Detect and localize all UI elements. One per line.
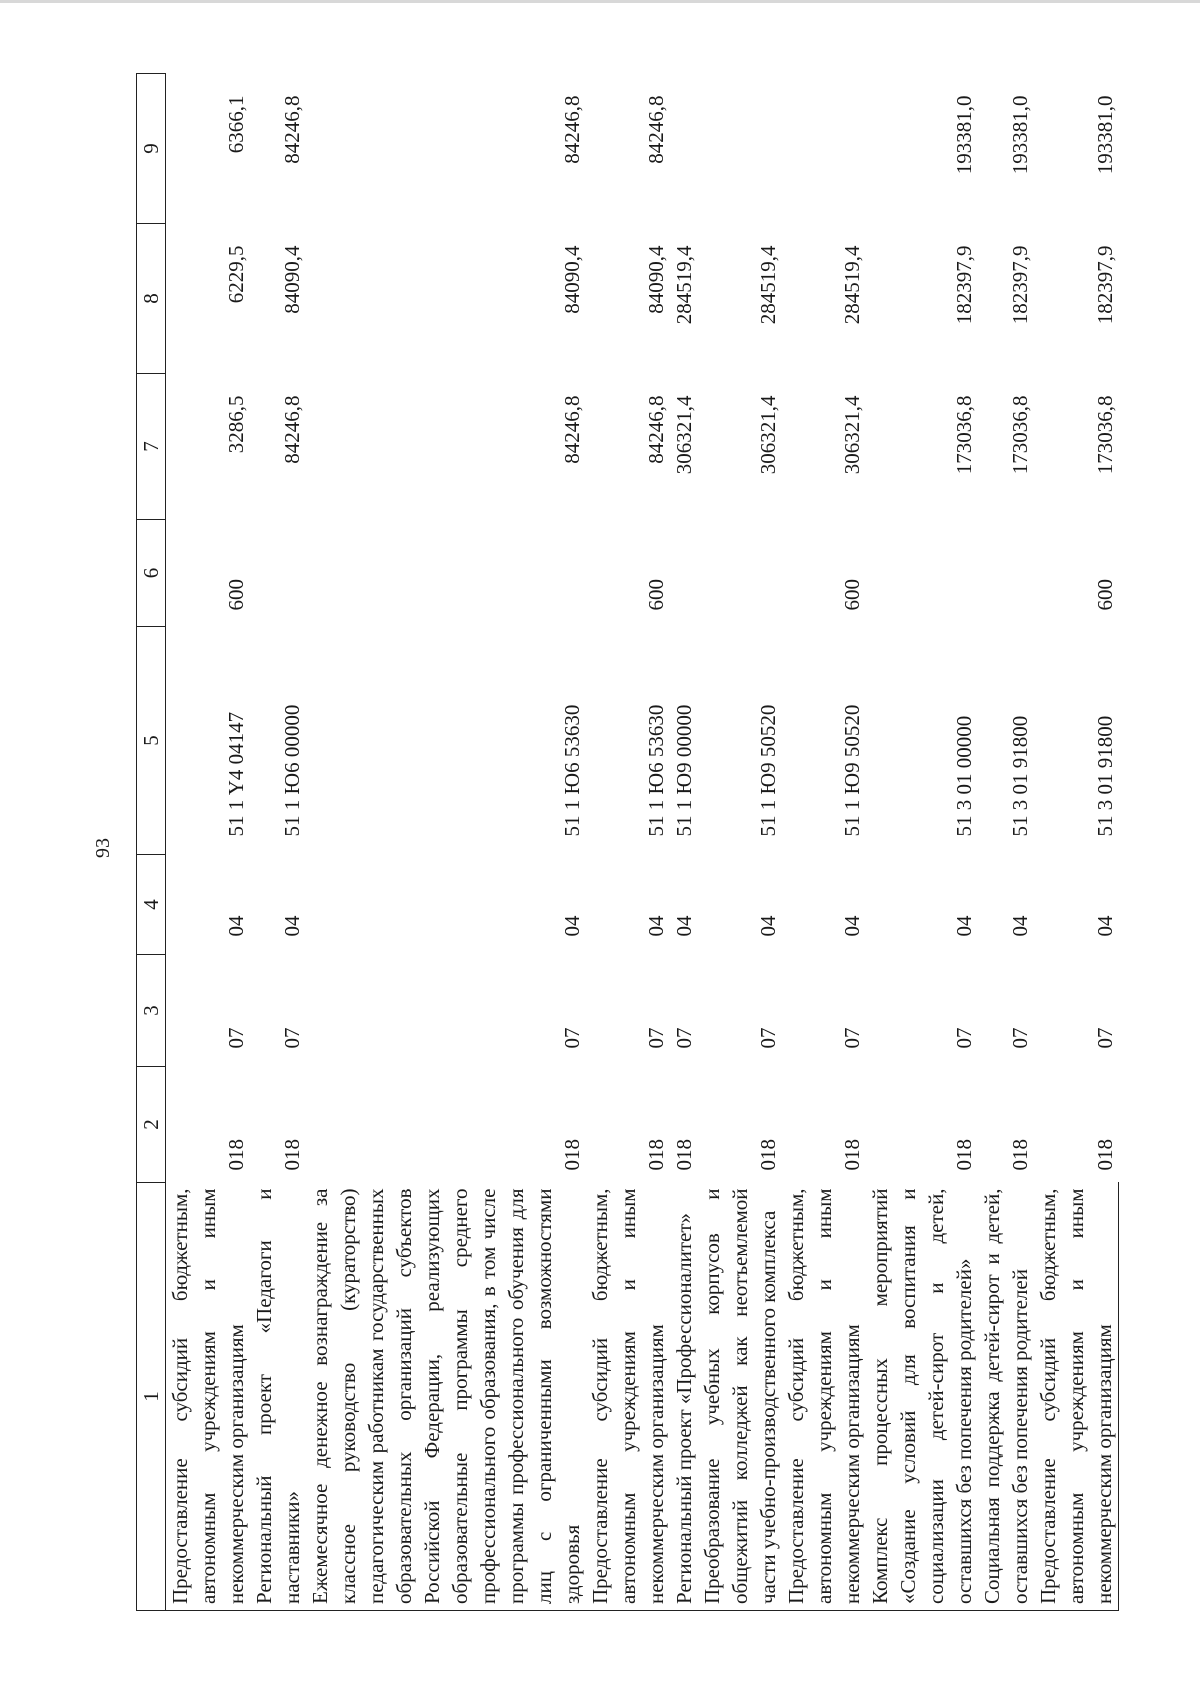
row-cell-col-6 [250, 520, 306, 627]
row-name-cell: Комплекс процессных мероприятий «Создание условий для воспитания и социализации детей-сирот и детей, оставшихся без попечения родителей» [866, 1183, 978, 1611]
row-cell-col-8: 284519,4 [840, 245, 864, 325]
row-cell-col-4: 04 [560, 915, 584, 937]
row-cell-col-9 [782, 74, 866, 224]
row-cell-col-3: 07 [952, 1027, 976, 1049]
table-row [166, 74, 251, 1611]
row-cell-col-3: 07 [840, 1027, 864, 1049]
row-cell-col-9: 6366,1 [224, 95, 248, 154]
scan-edge [0, 0, 1200, 3]
row-cell-col-6 [670, 520, 698, 627]
row-cell-col-8: 84090,4 [280, 245, 304, 314]
row-cell-col-7: 84246,8 [644, 395, 668, 464]
row-cell-col-6: 600 [1092, 579, 1117, 611]
row-cell-col-4: 04 [756, 915, 780, 937]
column-header: 7 [137, 374, 166, 520]
row-cell-col-5: 51 3 01 91800 [1092, 715, 1117, 837]
row-cell-col-4: 04 [644, 915, 668, 937]
row-cell-col-7: 173036,8 [952, 395, 976, 475]
row-cell-col-9: 84246,8 [644, 95, 668, 164]
row-cell-col-7: 84246,8 [280, 395, 304, 464]
row-cell-col-8: 182397,9 [952, 245, 976, 325]
row-cell-col-3: 07 [560, 1027, 584, 1049]
row-cell-col-3: 07 [644, 1027, 668, 1049]
row-cell-col-2: 018 [1008, 1139, 1032, 1171]
row-cell-col-6: 600 [840, 579, 864, 611]
row-cell-col-6: 600 [644, 579, 668, 611]
row-cell-col-6: 600 [224, 579, 248, 611]
budget-table [136, 73, 1119, 1611]
row-cell-col-5: 51 1 Ю6 53630 [644, 704, 668, 837]
row-cell-col-8: 284519,4 [672, 245, 696, 325]
row-cell-col-9: 193381,0 [952, 95, 976, 175]
row-cell-col-2: 018 [644, 1139, 668, 1171]
row-cell-col-9: 193381,0 [1092, 95, 1117, 175]
row-cell-col-6 [978, 520, 1034, 627]
row-name-cell: Региональный проект «Педагоги и наставники» [250, 1183, 306, 1611]
row-cell-col-5: 51 1 Ю6 00000 [280, 704, 304, 837]
row-cell-col-4: 04 [224, 915, 248, 937]
row-cell-col-8: 182397,9 [1008, 245, 1032, 325]
row-cell-col-8: 84090,4 [560, 245, 584, 314]
row-cell-col-2: 018 [756, 1139, 780, 1171]
row-cell-col-2: 018 [1092, 1139, 1117, 1171]
table-row [782, 74, 866, 1611]
row-cell-col-2: 018 [280, 1139, 304, 1171]
row-cell-col-5: 51 1 Y4 04147 [224, 711, 248, 837]
row-cell-col-9: 84246,8 [560, 95, 584, 164]
row-cell-col-2: 018 [840, 1139, 864, 1171]
row-name-cell: Предоставление субсидий бюджетным, автономным учреждениям и иным некоммерческим организациям [586, 1183, 670, 1611]
column-header: 5 [137, 627, 166, 855]
row-cell-col-6 [698, 520, 782, 627]
table-row [698, 74, 782, 1611]
table-row [306, 74, 586, 1611]
row-cell-col-5: 51 3 01 91800 [1008, 715, 1032, 837]
table-row [1034, 74, 1119, 1611]
row-cell-col-5: 51 1 Ю9 50520 [840, 704, 864, 837]
column-header: 6 [137, 520, 166, 627]
row-cell-col-7: 173036,8 [1092, 395, 1117, 475]
row-cell-col-5: 51 1 Ю9 00000 [672, 704, 696, 837]
row-name-cell: Предоставление субсидий бюджетным, автономным учреждениям и иным некоммерческим организациям [166, 1183, 251, 1611]
row-cell-col-6 [306, 520, 586, 627]
row-cell-col-8: 284519,4 [756, 245, 780, 325]
table-row [866, 74, 978, 1611]
row-cell-col-4: 04 [1092, 915, 1117, 937]
row-cell-col-8: 84090,4 [644, 245, 668, 314]
row-cell-col-4: 04 [672, 915, 696, 937]
row-cell-col-4: 04 [952, 915, 976, 937]
row-cell-col-7: 173036,8 [1008, 395, 1032, 475]
row-cell-col-7: 306321,4 [672, 395, 696, 475]
row-cell-col-9 [670, 74, 698, 224]
table-row [670, 74, 698, 1611]
row-cell-col-3: 07 [756, 1027, 780, 1049]
row-cell-col-4: 04 [1008, 915, 1032, 937]
row-name-cell: Социальная поддержка детей-сирот и детей, оставшихся без попечения родителей [978, 1183, 1034, 1611]
row-name-cell: Предоставление субсидий бюджетным, автономным учреждениям и иным некоммерческим организациям [1034, 1183, 1119, 1611]
table-body [166, 74, 1119, 1611]
row-cell-col-6 [866, 520, 978, 627]
row-name-cell: Ежемесячное денежное вознаграждение за классное руководство (кураторство) педагогическим работникам государственных образовательных организаций субъектов Российской Федерации, реализующих образовательные программы среднего профессионального образования, в том числе программы профессионального обучения для лиц с ограниченными возможностями здоровья [306, 1183, 586, 1611]
row-cell-col-3: 07 [280, 1027, 304, 1049]
row-cell-col-9: 84246,8 [280, 95, 304, 164]
row-cell-col-4: 04 [840, 915, 864, 937]
table-row [978, 74, 1034, 1611]
page-number: 93 [92, 838, 114, 858]
row-cell-col-3: 07 [1092, 1027, 1117, 1049]
row-cell-col-9 [698, 74, 782, 224]
table-header [137, 74, 166, 1611]
table-row [250, 74, 306, 1611]
row-cell-col-2: 018 [672, 1139, 696, 1171]
row-name-cell: Региональный проект «Профессионалитет» [670, 1183, 698, 1611]
column-header: 4 [137, 855, 166, 955]
row-cell-col-3: 07 [224, 1027, 248, 1049]
row-name-cell: Предоставление субсидий бюджетным, автономным учреждениям и иным некоммерческим организациям [782, 1183, 866, 1611]
row-cell-col-7: 84246,8 [560, 395, 584, 464]
row-cell-col-7: 306321,4 [756, 395, 780, 475]
row-cell-col-2: 018 [224, 1139, 248, 1171]
row-cell-col-8: 182397,9 [1092, 245, 1117, 325]
column-header: 1 [137, 1183, 166, 1611]
column-header: 9 [137, 74, 166, 224]
row-cell-col-5: 51 3 01 00000 [952, 715, 976, 837]
row-cell-col-4: 04 [280, 915, 304, 937]
row-cell-col-2: 018 [560, 1139, 584, 1171]
row-cell-col-8: 6229,5 [224, 245, 248, 304]
row-cell-col-2: 018 [952, 1139, 976, 1171]
row-cell-col-5: 51 1 Ю9 50520 [756, 704, 780, 837]
row-cell-col-3: 07 [1008, 1027, 1032, 1049]
column-header: 8 [137, 224, 166, 374]
row-cell-col-9: 193381,0 [1008, 95, 1032, 175]
row-name-cell: Преобразование учебных корпусов и общежитий колледжей как неотъемлемой части учебно-производственного комплекса [698, 1183, 782, 1611]
table-row [586, 74, 670, 1611]
row-cell-col-7: 3286,5 [224, 395, 248, 454]
row-cell-col-5: 51 1 Ю6 53630 [560, 704, 584, 837]
column-header: 3 [137, 955, 166, 1067]
row-cell-col-3: 07 [672, 1027, 696, 1049]
row-cell-col-7: 306321,4 [840, 395, 864, 475]
column-header: 2 [137, 1067, 166, 1183]
